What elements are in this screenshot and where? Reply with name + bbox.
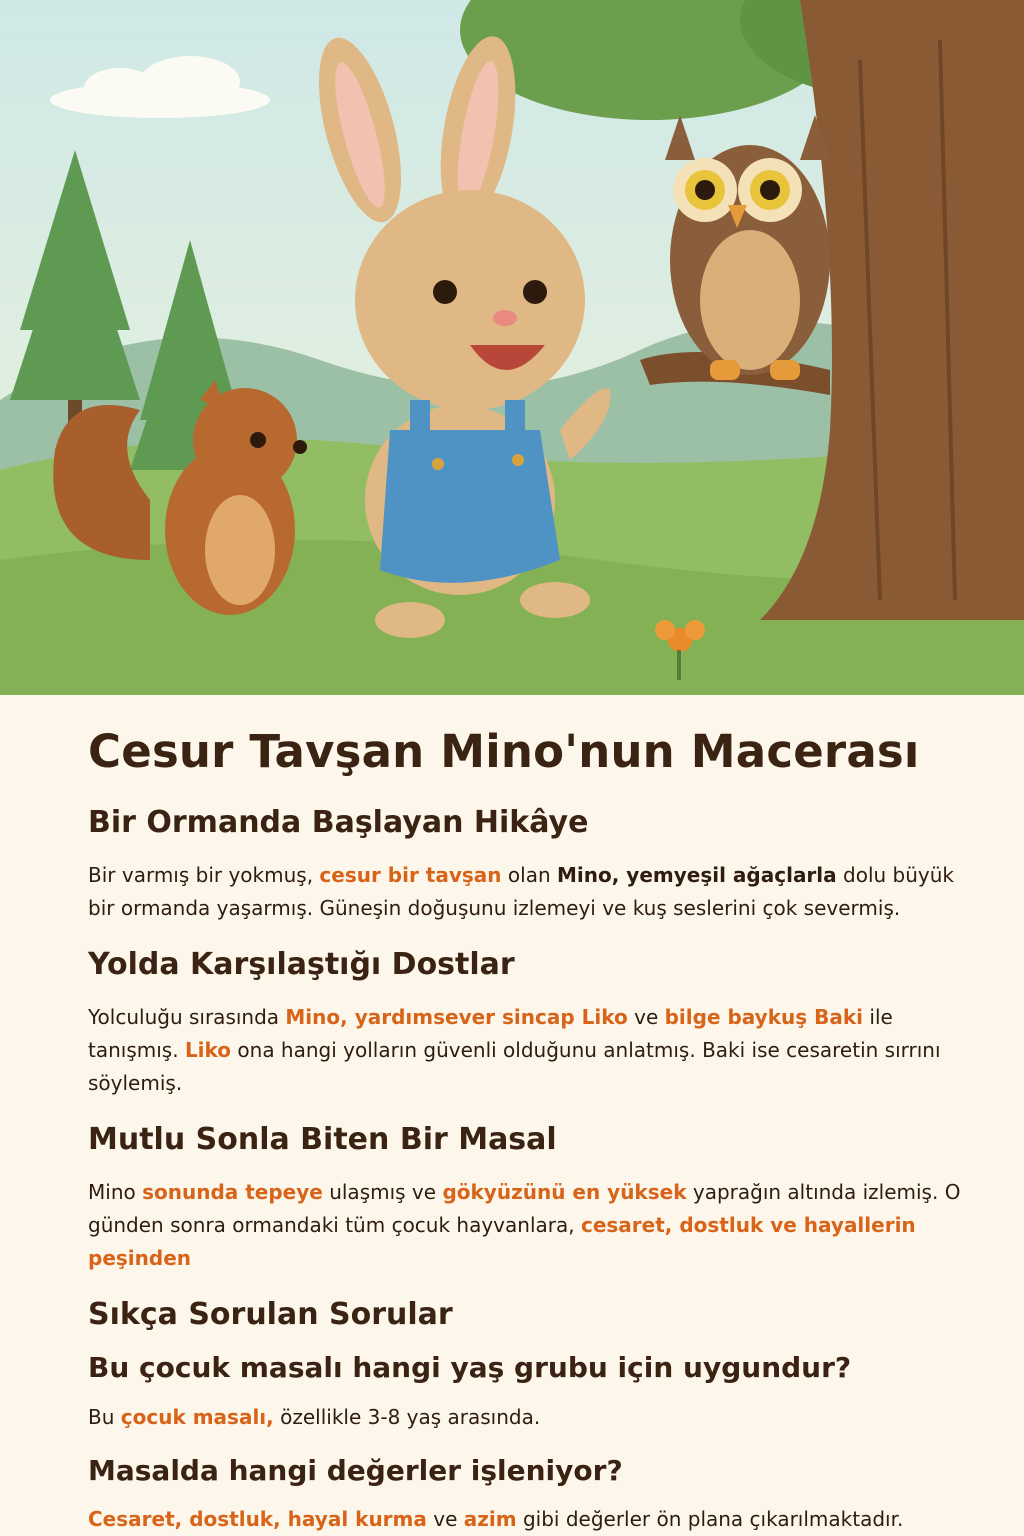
text: gibi değerler ön plana çıkarılmaktadır. — [516, 1507, 904, 1532]
section-heading: Mutlu Sonla Biten Bir Masal — [88, 1122, 557, 1157]
bold-text: Mino, yemyeşil ağaçlarla — [557, 863, 837, 887]
text: yaprağın altında izlemiş. O günden sonra ormandaki tüm çocuk hayvanlara, — [88, 1180, 961, 1237]
highlight-text: Mino, yardımsever sincap Liko — [285, 1005, 628, 1029]
highlight-text: cesur bir tavşan — [319, 863, 502, 887]
faq-heading: Sıkça Sorulan Sorular — [88, 1297, 453, 1332]
text: Mino — [88, 1180, 143, 1204]
highlight-text: sonunda tepeye — [142, 1180, 323, 1204]
faq-question: Masalda hangi değerler işleniyor? — [88, 1453, 623, 1487]
faq-question: Bu çocuk masalı hangi yaş grubu için uygundur? — [88, 1351, 852, 1384]
section-paragraph — [88, 859, 968, 925]
faq-answer — [88, 1503, 968, 1536]
text: Yolculuğu sırasında — [88, 1005, 286, 1029]
text: dolu büyük bir ormanda yaşarmış. Güneşin doğuşunu izlemeyi ve kuş seslerini çok severmiş. — [88, 863, 954, 920]
highlight-text: cesaret, dostluk ve hayallerin peşinden — [88, 1213, 916, 1270]
faq-answer — [88, 1401, 968, 1434]
highlight-text: Liko — [184, 1038, 232, 1062]
highlight-text: azim — [463, 1507, 517, 1532]
text: özellikle 3-8 yaş arasında. — [273, 1404, 541, 1429]
highlight-text: çocuk masalı, — [120, 1404, 274, 1429]
text: ile tanışmış. — [88, 1005, 893, 1062]
section-heading: Bir Ormanda Başlayan Hikâye — [88, 805, 589, 840]
text: Bu — [88, 1404, 121, 1429]
text: ona hangi yolların güvenli olduğunu anlatmış. Baki ise cesaretin sırrını söylemiş. — [88, 1038, 941, 1095]
forest-scene-illustration — [0, 0, 1024, 695]
section-paragraph — [88, 1176, 968, 1275]
section-heading: Yolda Karşılaştığı Dostlar — [88, 947, 515, 982]
text: Bir varmış bir yokmuş, — [88, 863, 320, 887]
text: ve — [426, 1507, 464, 1532]
hero-illustration — [0, 0, 1024, 695]
story-content — [0, 695, 1024, 1536]
highlight-text: bilge baykuş Baki — [664, 1005, 864, 1029]
text: ulaşmış ve — [322, 1180, 443, 1204]
section-paragraph — [88, 1001, 968, 1100]
text: olan — [501, 863, 557, 887]
page-title: Cesur Tavşan Mino'nun Macerası — [88, 725, 920, 778]
highlight-text: Cesaret, dostluk, hayal kurma — [88, 1507, 427, 1532]
text: ve — [627, 1005, 665, 1029]
highlight-text: gökyüzünü en yüksek — [442, 1180, 687, 1204]
